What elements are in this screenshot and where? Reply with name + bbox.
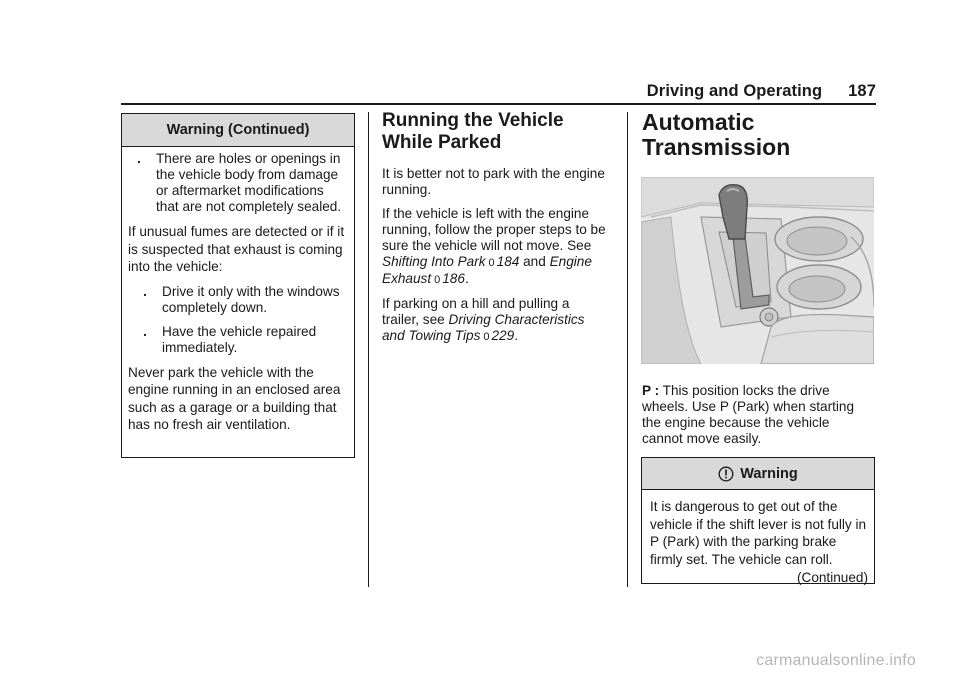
header-rule xyxy=(121,103,876,105)
page-ref-icon: 0 xyxy=(434,274,441,286)
shift-lever-drawing xyxy=(641,177,874,364)
section-heading-running-parked: Running the Vehicle While Parked xyxy=(382,110,564,153)
warning-icon xyxy=(718,466,734,482)
link-page-229[interactable]: 229 xyxy=(491,328,515,343)
para-left-running xyxy=(382,206,607,288)
list-item-text: Have the vehicle repaired immediately. xyxy=(162,323,317,355)
page-header xyxy=(121,82,876,102)
section-title: Driving and Operating xyxy=(646,82,823,100)
period: . xyxy=(464,271,469,286)
para-text: If the vehicle is left with the engine running, follow the proper steps to be sure the vehicle will not move. See xyxy=(382,206,606,253)
column-2 xyxy=(382,110,607,353)
warning-header xyxy=(642,458,874,490)
para-never-park: Never park the vehicle with the engine running in an enclosed area such as a garage or a building that has no fresh air ventilation. xyxy=(128,364,341,432)
period: . xyxy=(514,328,518,343)
warning-bullet xyxy=(122,151,348,215)
and-word: and xyxy=(523,254,546,269)
para-fumes: If unusual fumes are detected or if it is suspected that exhaust is coming into the vehicle: xyxy=(128,224,345,274)
warning-text: It is dangerous to get out of the vehicle if the shift lever is not fully in P (Park) with the parking brake firmly set. The vehicle can roll. xyxy=(650,499,867,567)
para-text: If parking on a hill and pulling a trailer, see xyxy=(382,296,570,327)
para-hill-trailer xyxy=(382,296,607,345)
bullet-dot: . xyxy=(143,323,147,339)
link-page-184[interactable]: 184 xyxy=(496,254,520,269)
column-3-heading xyxy=(642,110,876,160)
watermark: carmanualsonline.info xyxy=(756,652,916,669)
park-label: P : xyxy=(642,383,660,398)
bullet-dot: . xyxy=(137,151,141,166)
list-item-text: Drive it only with the windows completely down. xyxy=(162,283,340,315)
park-description: This position locks the drive wheels. Use P (Park) when starting the engine because the vehicle cannot move easily. xyxy=(642,383,855,446)
list-item xyxy=(128,324,348,356)
link-engine-exhaust[interactable]: Engine Exhaust xyxy=(382,254,592,286)
link-shifting-into-park[interactable]: Shifting Into Park xyxy=(382,254,486,269)
page-ref-icon: 0 xyxy=(488,257,495,269)
park-definition xyxy=(642,383,874,447)
warning-box xyxy=(641,457,875,584)
warning-title: Warning xyxy=(740,465,798,482)
warning-continued-header xyxy=(122,114,354,147)
park-definition-text xyxy=(642,383,874,447)
column-divider-left xyxy=(368,112,369,587)
shift-lever-illustration xyxy=(641,177,874,364)
column-divider-right xyxy=(627,112,628,587)
warning-bullet-text: There are holes or openings in the vehicle body from damage or aftermarket modifications that are not completely sealed. xyxy=(156,151,342,214)
bullet-dot: . xyxy=(143,283,147,299)
continued-label: (Continued) xyxy=(796,570,868,585)
warning-continued-body xyxy=(121,145,355,458)
page-number: 187 xyxy=(848,82,876,100)
list-item xyxy=(128,284,348,316)
warning-continued-title: Warning (Continued) xyxy=(166,122,310,138)
para-better-not: It is better not to park with the engine running. xyxy=(382,166,605,197)
link-page-186[interactable]: 186 xyxy=(442,271,465,286)
page-ref-icon: 0 xyxy=(483,331,490,343)
section-heading-automatic-transmission: Automatic Transmission xyxy=(642,109,791,160)
link-driving-characteristics[interactable]: Driving Characteristics and Towing Tips xyxy=(382,312,585,343)
